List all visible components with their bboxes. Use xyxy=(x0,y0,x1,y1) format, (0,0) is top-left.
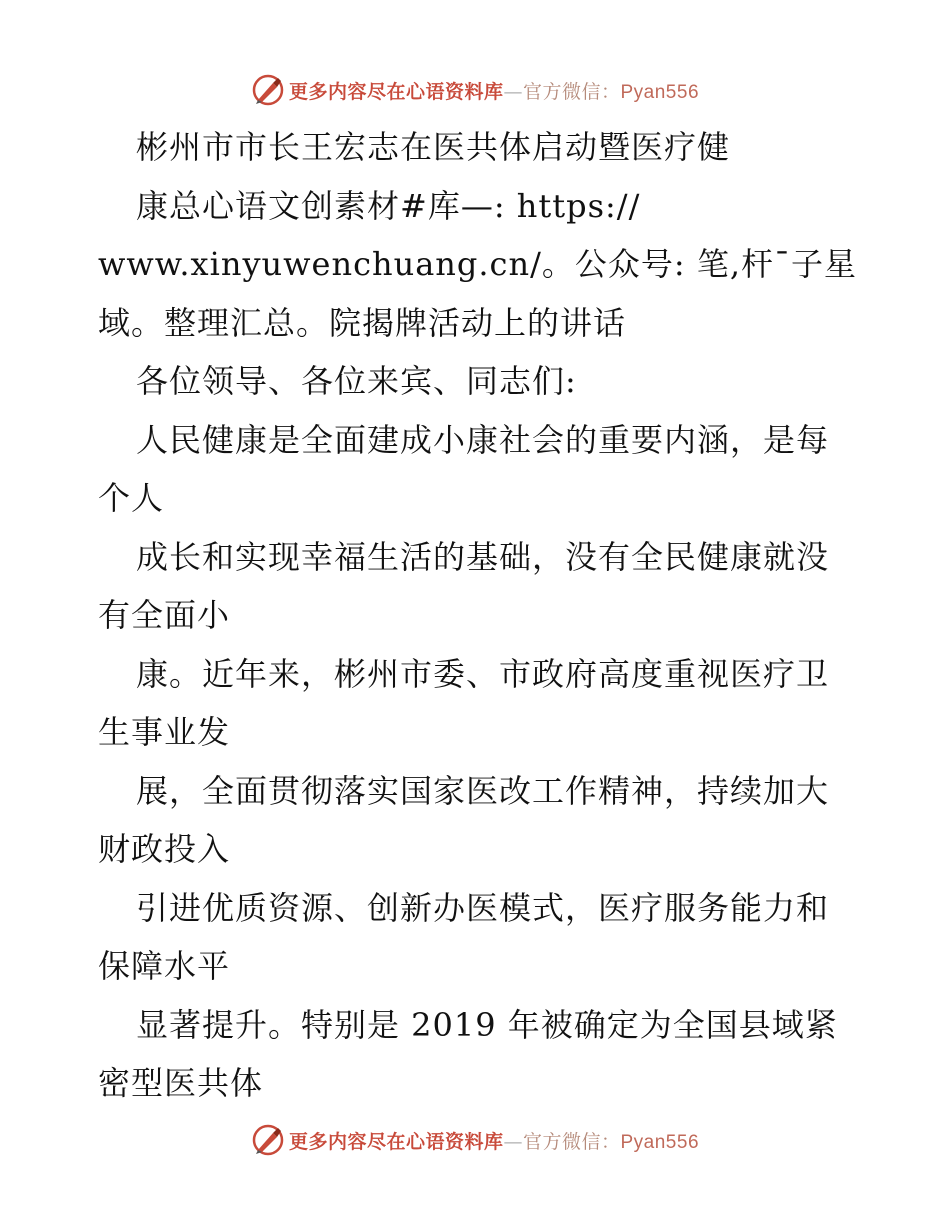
pen-logo-icon xyxy=(251,1123,285,1157)
footer-banner xyxy=(0,1120,950,1160)
text-line: 财政投入 xyxy=(98,830,231,868)
text-line: 生事业发 xyxy=(98,713,231,751)
text-line: 引进优质资源、创新办医模式，医疗服务能力和 xyxy=(136,888,830,927)
banner-text xyxy=(289,77,699,104)
text-line: 有全面小 xyxy=(98,596,231,634)
text-line: 密型医共体 xyxy=(98,1064,264,1102)
banner-wechat-label: 官方微信： xyxy=(522,80,621,103)
banner-content xyxy=(251,1123,699,1157)
banner-wechat-id: Pyan556 xyxy=(620,1131,700,1153)
banner-dash: — xyxy=(503,1130,523,1153)
banner-wechat-label: 官方微信： xyxy=(522,1130,621,1153)
text-line: 康总心语文创素材#库—: https:// xyxy=(136,186,641,225)
banner-text xyxy=(289,1127,699,1154)
text-line: 彬州市市长王宏志在医共体启动暨医疗健 xyxy=(136,128,731,166)
banner-dash: — xyxy=(503,80,523,103)
header-banner xyxy=(0,70,950,110)
pen-logo-icon xyxy=(251,73,285,107)
text-line: 个人 xyxy=(98,479,165,517)
text-line: 域。整理汇总。院揭牌活动上的讲话 xyxy=(98,303,627,342)
text-line: 成长和实现幸福生活的基础，没有全民健康就没 xyxy=(136,537,830,576)
banner-brand: 更多内容尽在心语资料库 xyxy=(288,80,504,103)
text-line: www.xinyuwenchuang.cn/。公众号: 笔,杆¯子星 xyxy=(98,245,857,283)
document-body xyxy=(98,118,858,1113)
banner-content xyxy=(251,73,699,107)
text-line: 各位领导、各位来宾、同志们: xyxy=(136,362,577,400)
text-line: 展，全面贯彻落实国家医改工作精神，持续加大 xyxy=(136,771,830,810)
text-line: 人民健康是全面建成小康社会的重要内涵，是每 xyxy=(136,420,830,459)
text-line: 显著提升。特别是 2019 年被确定为全国县域紧 xyxy=(136,1005,838,1044)
text-line: 保障水平 xyxy=(98,947,231,985)
banner-brand: 更多内容尽在心语资料库 xyxy=(288,1130,504,1153)
banner-wechat-id: Pyan556 xyxy=(620,81,700,103)
text-line: 康。近年来，彬州市委、市政府高度重视医疗卫 xyxy=(136,654,830,693)
